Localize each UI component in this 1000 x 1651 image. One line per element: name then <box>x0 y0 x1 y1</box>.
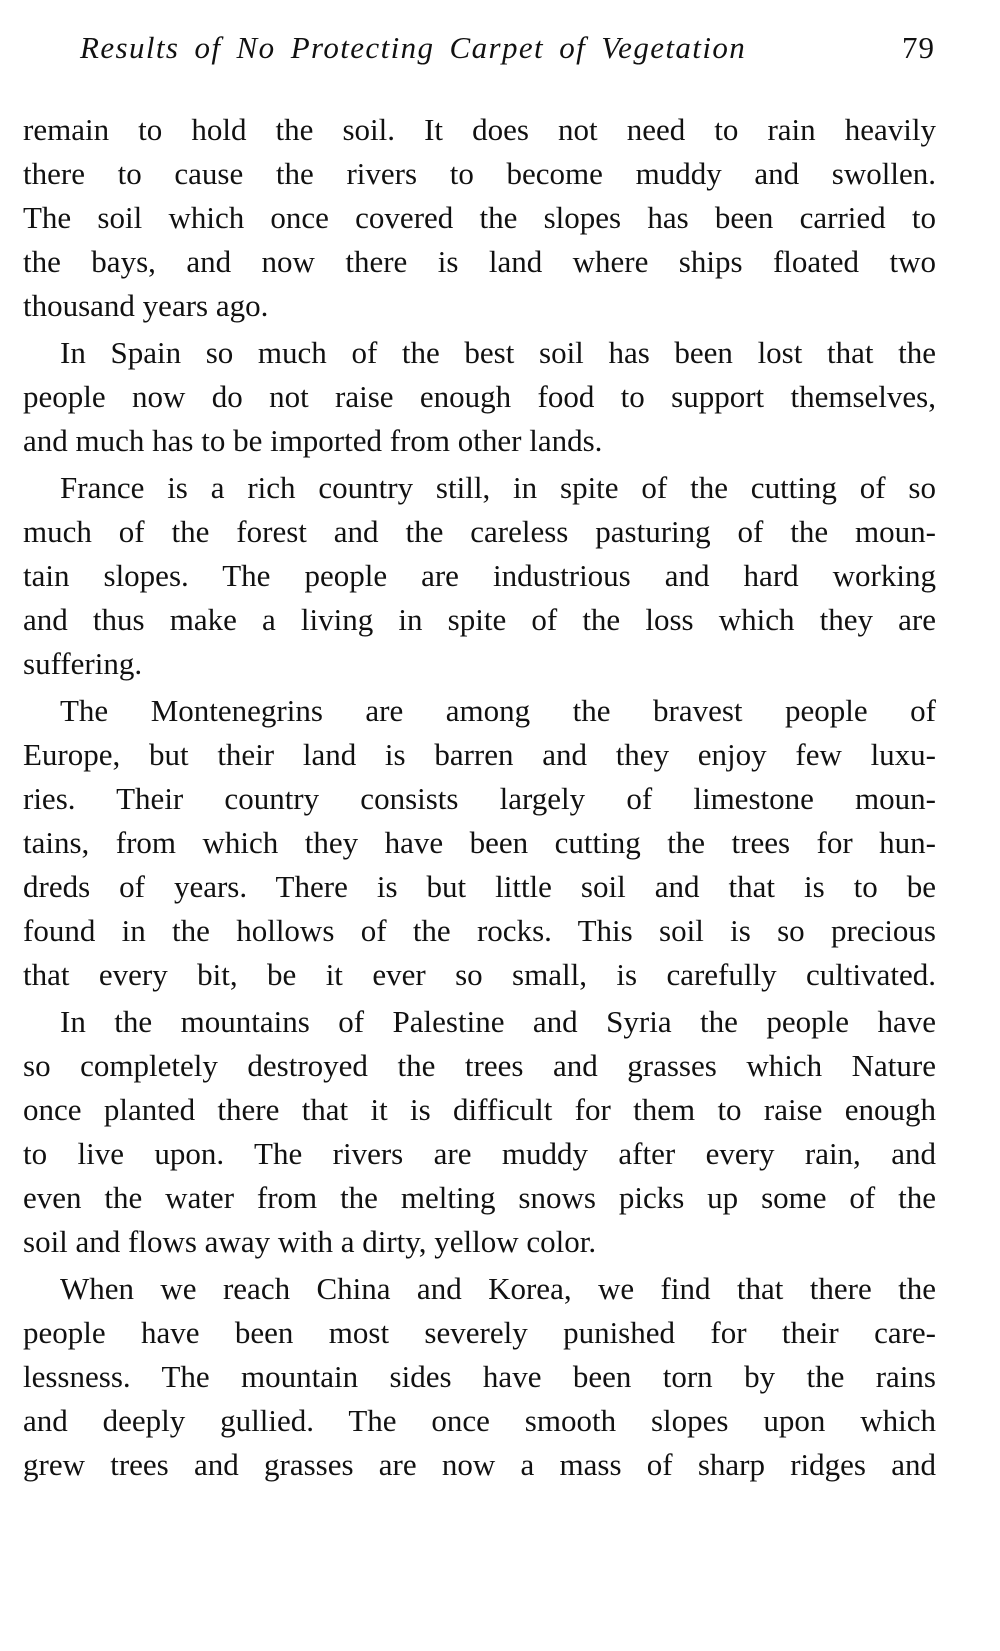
text-line: grew trees and grasses are now a mass of sharp ridges and <box>23 1447 936 1482</box>
body-text <box>23 108 936 1490</box>
page-number: 79 <box>902 30 935 65</box>
text-line: In Spain so much of the best soil has been lost that the <box>60 335 936 370</box>
text-line: The soil which once covered the slopes has been carried to <box>23 200 936 235</box>
text-line: The Montenegrins are among the bravest people of <box>60 693 936 728</box>
text-line: people have been most severely punished for their care- <box>23 1315 936 1350</box>
text-line: found in the hollows of the rocks. This soil is so precious <box>23 913 936 948</box>
text-line: ries. Their country consists largely of limestone moun- <box>23 781 936 816</box>
paragraph <box>23 1267 936 1487</box>
text-line: dreds of years. There is but little soil and that is to be <box>23 869 936 904</box>
text-line: France is a rich country still, in spite of the cutting of so <box>60 470 936 505</box>
text-line: much of the forest and the careless pasturing of the moun- <box>23 514 936 549</box>
text-line: When we reach China and Korea, we find that there the <box>60 1271 936 1306</box>
paragraph <box>23 108 936 328</box>
text-line: thousand years ago. <box>23 288 269 323</box>
text-line: that every bit, be it ever so small, is carefully cultivated. <box>23 957 936 992</box>
text-line: to live upon. The rivers are muddy after every rain, and <box>23 1136 936 1171</box>
paragraph <box>23 331 936 463</box>
text-line: lessness. The mountain sides have been torn by the rains <box>23 1359 936 1394</box>
text-line: even the water from the melting snows picks up some of the <box>23 1180 936 1215</box>
text-line: In the mountains of Palestine and Syria the people have <box>60 1004 936 1039</box>
text-line: and thus make a living in spite of the loss which they are <box>23 602 936 637</box>
text-line: people now do not raise enough food to support themselves, <box>23 379 936 414</box>
text-line: and deeply gullied. The once smooth slopes upon which <box>23 1403 936 1438</box>
paragraph <box>23 1000 936 1264</box>
paragraph <box>23 689 936 997</box>
paragraph <box>23 466 936 686</box>
text-line: tain slopes. The people are industrious and hard working <box>23 558 936 593</box>
running-title: Results of No Protecting Carpet of Vegetation <box>80 30 747 65</box>
text-line: suffering. <box>23 646 143 681</box>
text-line: soil and flows away with a dirty, yellow color. <box>23 1224 597 1259</box>
text-line: the bays, and now there is land where ships floated two <box>23 244 936 279</box>
text-line: once planted there that it is difficult for them to raise enough <box>23 1092 936 1127</box>
text-line: there to cause the rivers to become muddy and swollen. <box>23 156 936 191</box>
text-line: and much has to be imported from other lands. <box>23 423 603 458</box>
text-line: tains, from which they have been cutting the trees for hun- <box>23 825 936 860</box>
text-line: so completely destroyed the trees and grasses which Nature <box>23 1048 936 1083</box>
running-header <box>80 30 935 74</box>
text-line: remain to hold the soil. It does not need to rain heavily <box>23 112 936 147</box>
text-line: Europe, but their land is barren and they enjoy few luxu- <box>23 737 936 772</box>
